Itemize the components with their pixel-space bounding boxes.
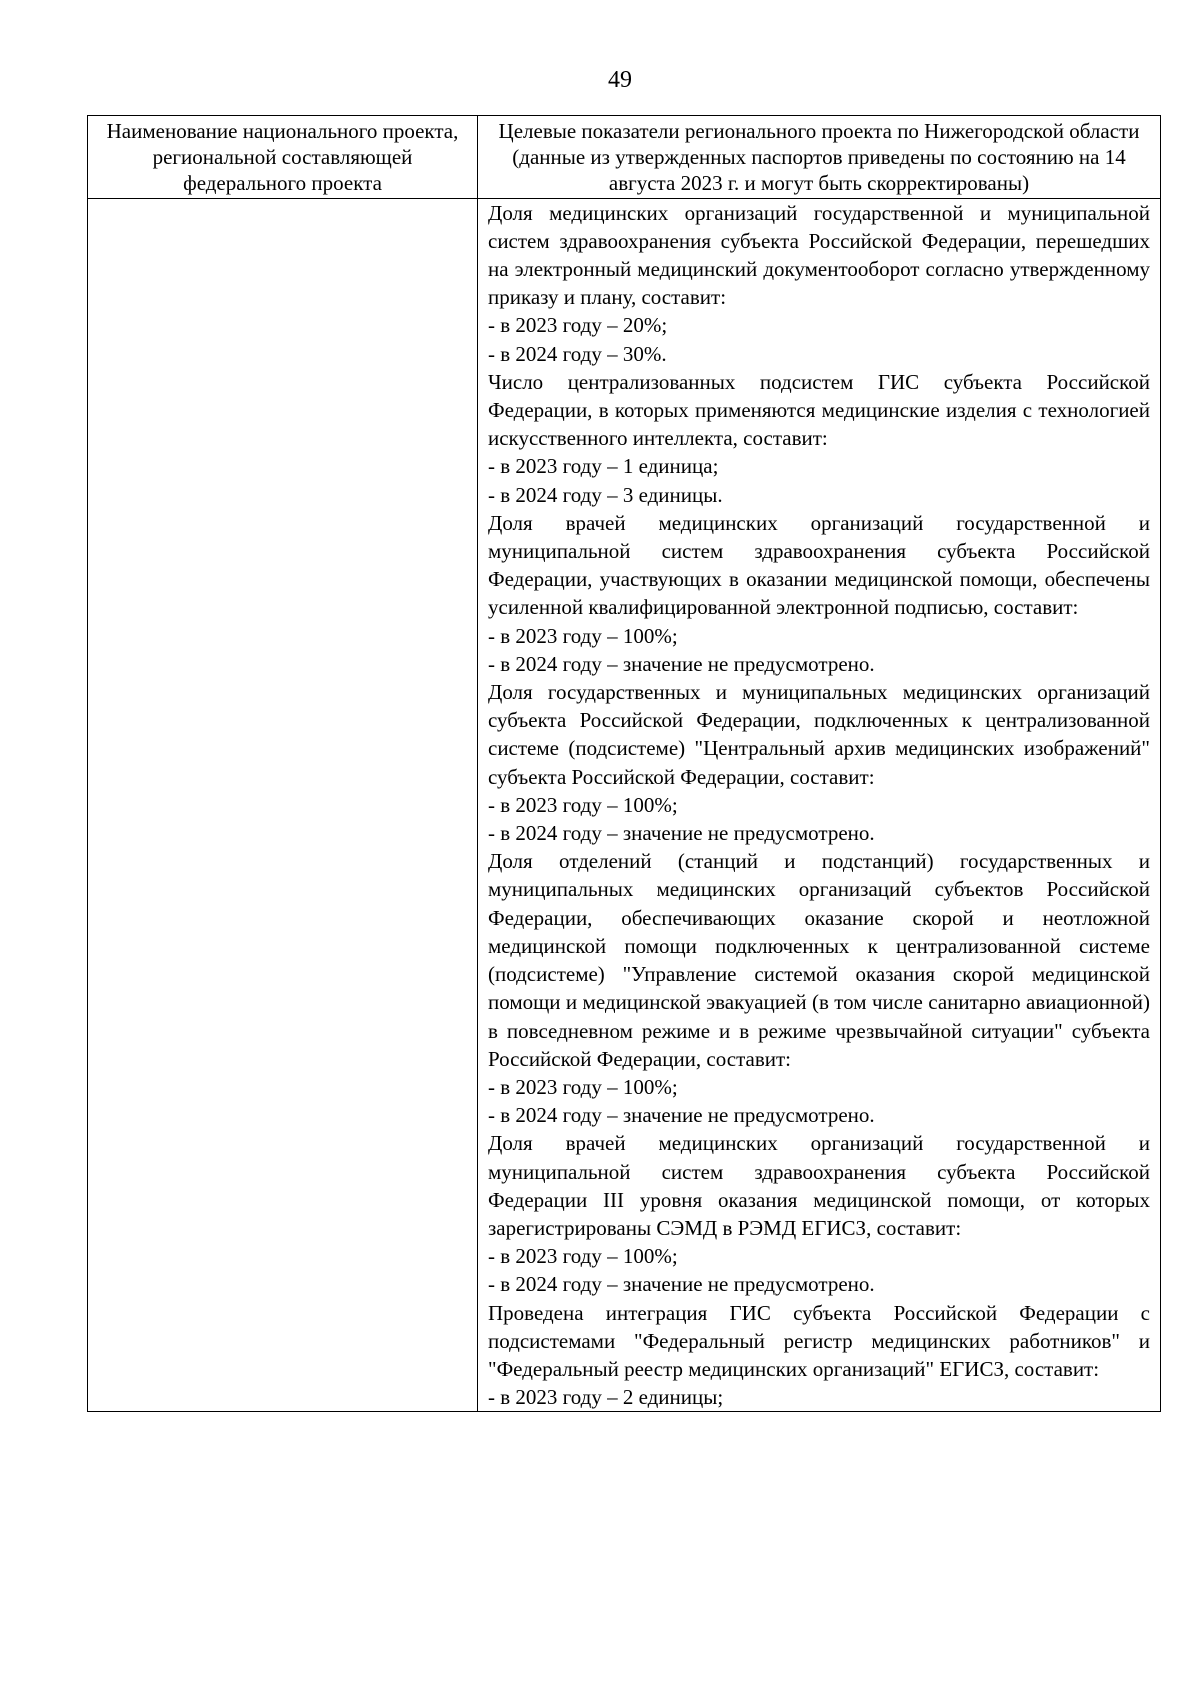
indicator-value: - в 2023 году – 100%; (488, 792, 678, 817)
project-name-cell (88, 198, 478, 1412)
page-number: 49 (608, 67, 632, 93)
indicator-block (488, 678, 1150, 847)
indicator-block (488, 847, 1150, 1129)
table-row (88, 198, 1161, 1412)
indicator-value: - в 2023 году – 2 единицы; (488, 1385, 724, 1410)
indicator-value: - в 2024 году – значение не предусмотрено. (488, 821, 875, 846)
indicator-value: - в 2023 году – 1 единица; (488, 454, 719, 479)
indicator-text: Проведена интеграция ГИС субъекта Российской Федерации с подсистемами "Федеральный регистр медицинских работников" и "Федеральный реестр медицинских организаций" ЕГИСЗ, составит: (488, 1300, 1150, 1381)
indicator-value: - в 2023 году – 100%; (488, 1244, 678, 1269)
indicator-value: - в 2024 году – значение не предусмотрено. (488, 1103, 875, 1128)
indicator-value: - в 2023 году – 20%; (488, 313, 668, 338)
table-header-row (88, 116, 1161, 199)
indicator-value: - в 2024 году – 3 единицы. (488, 482, 723, 507)
indicator-block (488, 509, 1150, 678)
indicators-cell (478, 198, 1161, 1412)
indicator-value: - в 2023 году – 100%; (488, 1074, 678, 1099)
header-target-indicators: Целевые показатели регионального проекта по Нижегородской области (данные из утвержденных паспортов приведены по состоянию на 14 августа 2023 г. и могут быть скорректированы) (478, 116, 1161, 199)
indicator-value: - в 2024 году – 30%. (488, 341, 667, 366)
indicator-value: - в 2024 году – значение не предусмотрено. (488, 651, 875, 676)
indicators-table (87, 115, 1161, 1412)
indicator-value: - в 2024 году – значение не предусмотрено. (488, 1272, 875, 1297)
indicator-text: Доля государственных и муниципальных медицинских организаций субъекта Российской Федерации, подключенных к централизованной системе (подсистеме) "Центральный архив медицинских изображений" субъекта Российской Федерации, составит: (488, 680, 1150, 789)
indicator-block (488, 199, 1150, 368)
header-project-name: Наименование национального проекта, региональной составляющей федерального проекта (88, 116, 478, 199)
indicator-value: - в 2023 году – 100%; (488, 623, 678, 648)
indicator-text: Число централизованных подсистем ГИС субъекта Российской Федерации, в которых применяются медицинские изделия с технологией искусственного интеллекта, составит: (488, 369, 1150, 451)
indicator-text: Доля врачей медицинских организаций государственной и муниципальной систем здравоохранения субъекта Российской Федерации III уровня оказания медицинской помощи, от которых зарегистрированы СЭМД в РЭМД ЕГИСЗ, составит: (488, 1131, 1150, 1240)
indicator-text: Доля врачей медицинских организаций государственной и муниципальной систем здравоохранения субъекта Российской Федерации, участвующих в оказании медицинской помощи, обеспечены усиленной квалифицированной электронной подписью, составит: (488, 510, 1150, 620)
indicator-block (488, 1299, 1150, 1412)
indicator-block (488, 1129, 1150, 1298)
indicator-text: Доля отделений (станций и подстанций) государственных и муниципальных медицинских организаций субъектов Российской Федерации, обеспечивающих оказание скорой и неотложной медицинской помощи подключенных к централизованной системе (подсистеме) "Управление системой оказания скорой медицинской помощи и медицинской эвакуацией (в том числе санитарно авиационной) в повседневном режиме и в режиме чрезвычайной ситуации" субъекта Российской Федерации, составит: (488, 849, 1150, 1071)
indicator-text: Доля медицинских организаций государственной и муниципальной систем здравоохранения субъекта Российской Федерации, перешедших на электронный медицинский документооборот согласно утвержденному приказу и плану, составит: (488, 200, 1150, 310)
indicator-block (488, 368, 1150, 509)
